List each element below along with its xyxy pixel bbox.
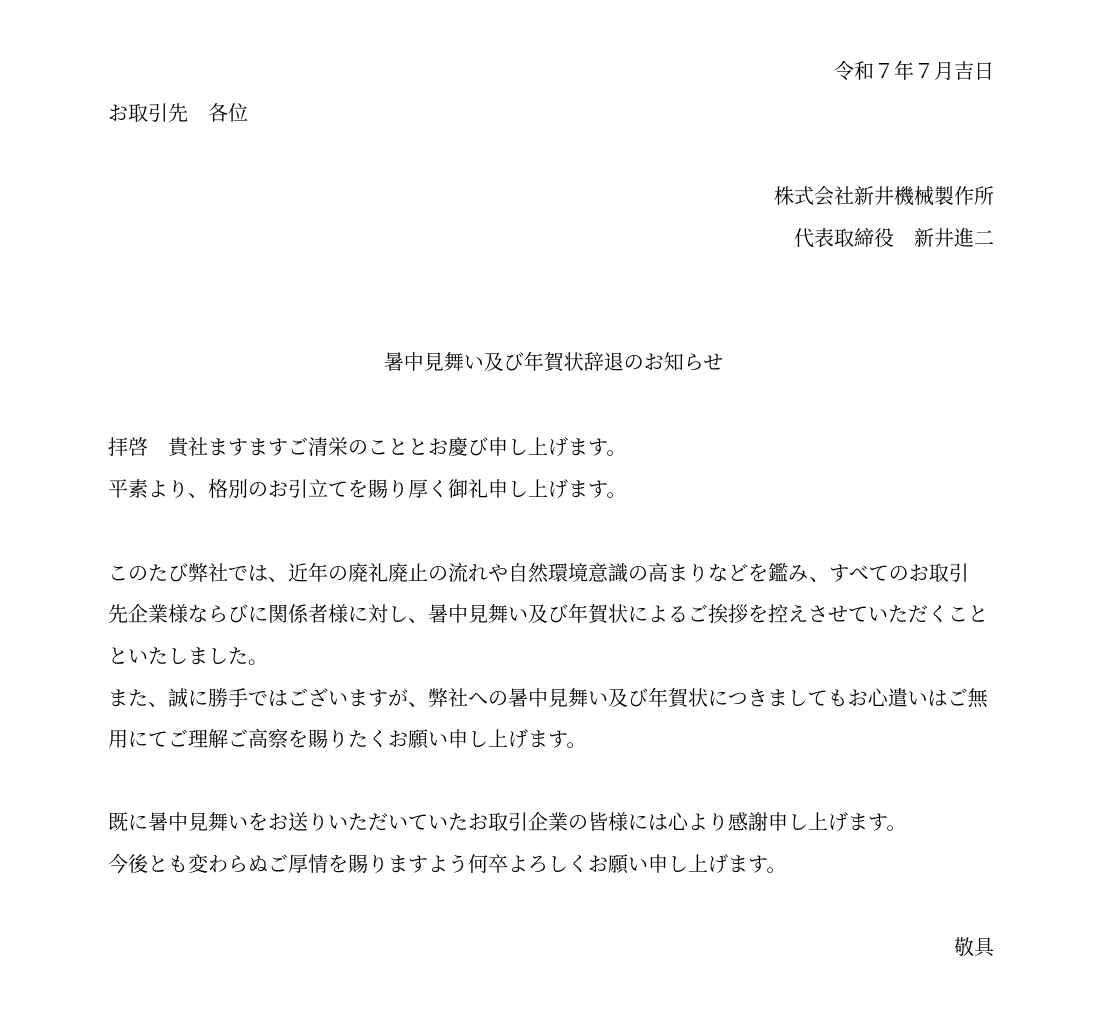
recipient: お取引先 各位	[108, 101, 248, 125]
sender-company: 株式会社新井機械製作所	[774, 184, 994, 208]
closing-word: 敬具	[954, 935, 994, 959]
greeting-line-1: 拝啓 貴社ますますご清栄のこととお慶び申し上げます。	[108, 435, 627, 459]
closing-line-2: 今後とも変わらぬご厚情を賜りますよう何卒よろしくお願い申し上げます。	[108, 852, 787, 876]
letter-date: 令和７年７月吉日	[834, 59, 994, 83]
sender-name: 代表取締役 新井進二	[794, 226, 994, 250]
closing-line-1: 既に暑中見舞いをお送りいただいていたお取引企業の皆様には心より感謝申し上げます。	[108, 810, 907, 834]
body-line-5: 用にてご理解ご高察を賜りたくお願い申し上げます。	[108, 727, 587, 751]
letter-title: 暑中見舞い及び年賀状辞退のお知らせ	[383, 350, 724, 374]
body-line-3: といたしました。	[108, 644, 268, 668]
greeting-line-2: 平素より、格別のお引立てを賜り厚く御礼申し上げます。	[108, 477, 627, 501]
body-line-2: 先企業様ならびに関係者様に対し、暑中見舞い及び年賀状によるご挨拶を控えさせていただくこと	[108, 602, 988, 626]
body-line-4: また、誠に勝手ではございますが、弊社への暑中見舞い及び年賀状につきましてもお心遣いはご無	[108, 686, 988, 710]
body-line-1: このたび弊社では、近年の廃礼廃止の流れや自然環境意識の高まりなどを鑑み、すべてのお取引	[108, 561, 969, 585]
